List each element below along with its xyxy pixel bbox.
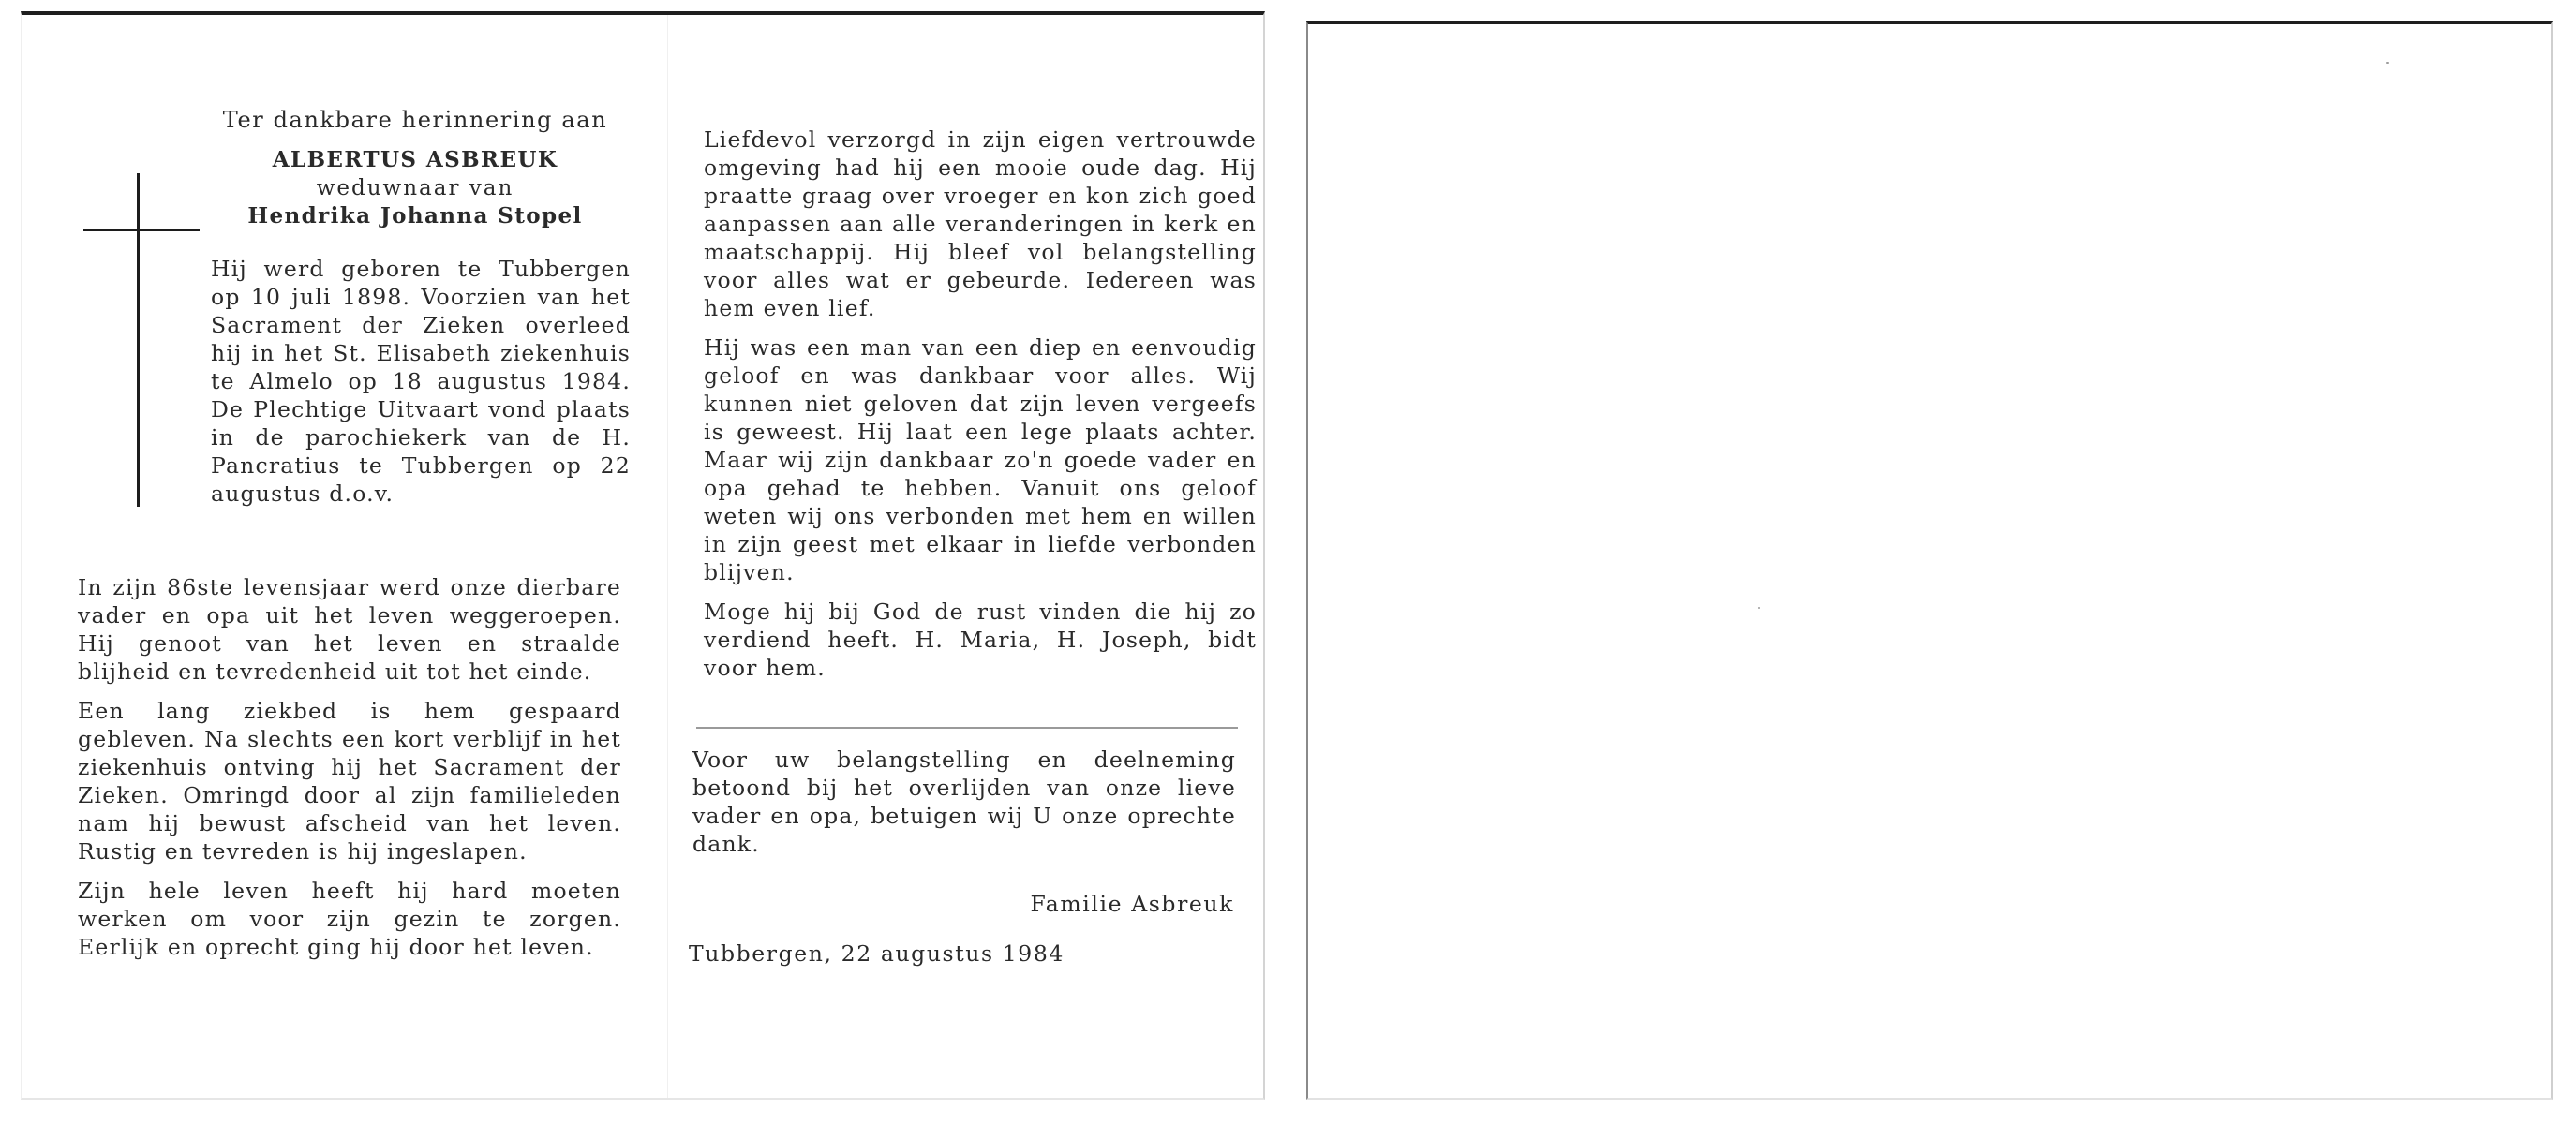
- remembrance-paragraph-2: Hij was een man van een diep en eenvoudig geloof en was dankbaar voor alles. Wij kunnen niet geloven dat zijn leven vergeefs is geweest. Hij laat een lege plaats achter. Maar wij zijn dankbaar zo'n goede vader en opa gehad te hebben. Vanuit ons geloof weten wij ons verbonden met hem en willen in zijn geest met elkaar in liefde verbonden blijven.: [704, 334, 1257, 585]
- life-paragraph-2: Een lang ziekbed is hem gespaard gebleven. Na slechts een kort verblijf in het ziekenhuis ontving hij het Sacrament der Zieken. Omringd door al zijn familieleden nam hij bewust afscheid van het leven. Rustig en tevreden is hij ingeslapen.: [78, 698, 621, 865]
- thanks-paragraph: Voor uw belangstelling en deelneming betoond bij het overlijden van onze lieve vader en opa, betuigen wij U onze oprechte dank.: [692, 747, 1236, 857]
- deceased-name: ALBERTUS ASBREUK: [272, 147, 558, 172]
- cross-vertical-bar: [137, 173, 140, 507]
- paper-speck: [1758, 607, 1760, 609]
- spouse-name: Hendrika Johanna Stopel: [247, 203, 583, 229]
- remembrance-paragraph-3: Moge hij bij God de rust vinden die hij zo verdiend heeft. H. Maria, H. Joseph, bidt voor hem.: [704, 599, 1257, 681]
- place-and-date: Tubbergen, 22 augustus 1984: [689, 940, 1065, 967]
- card-back-page: [1306, 21, 2553, 1100]
- name-block: [209, 146, 621, 230]
- intro-text: Ter dankbare herinnering aan: [222, 107, 608, 133]
- thanks-text: [692, 746, 1236, 858]
- life-story-column: [78, 573, 621, 972]
- remembrance-paragraph-1: Liefdevol verzorgd in zijn eigen vertrouwde omgeving had hij een mooie oude dag. Hij praatte graag over vroeger en kon zich goed aanpassen aan alle veranderingen in kerk en maatschappij. Hij bleef vol belangstelling voor alles wat er gebeurde. Iedereen was hem even lief.: [704, 126, 1257, 321]
- biography-paragraph: Hij werd geboren te Tubbergen op 10 juli 1898. Voorzien van het Sacrament der Zieken overleed hij in het St. Elisabeth ziekenhuis te Almelo op 18 augustus 1984. De Plechtige Uitvaart vond plaats in de parochiekerk van de H. Pancratius te Tubbergen op 22 augustus d.o.v.: [211, 256, 631, 507]
- family-signature: Familie Asbreuk: [1030, 891, 1234, 917]
- widower-label: weduwnaar van: [316, 176, 514, 200]
- remembrance-column: [704, 126, 1257, 693]
- fold-line: [667, 15, 668, 1098]
- life-paragraph-1: In zijn 86ste levensjaar werd onze dierbare vader en opa uit het leven weggeroepen. Hij genoot van het leven en straalde blijheid en tevredenheid uit tot het einde.: [78, 574, 621, 685]
- paper-speck: [2386, 62, 2389, 64]
- card-inner-spread: [21, 11, 1265, 1100]
- biography-text: [211, 255, 631, 508]
- life-paragraph-3: Zijn hele leven heeft hij hard moeten werken om voor zijn gezin te zorgen. Eerlijk en oprecht ging hij door het leven.: [78, 878, 621, 960]
- section-divider: [696, 727, 1238, 729]
- cross-horizontal-bar: [83, 229, 200, 231]
